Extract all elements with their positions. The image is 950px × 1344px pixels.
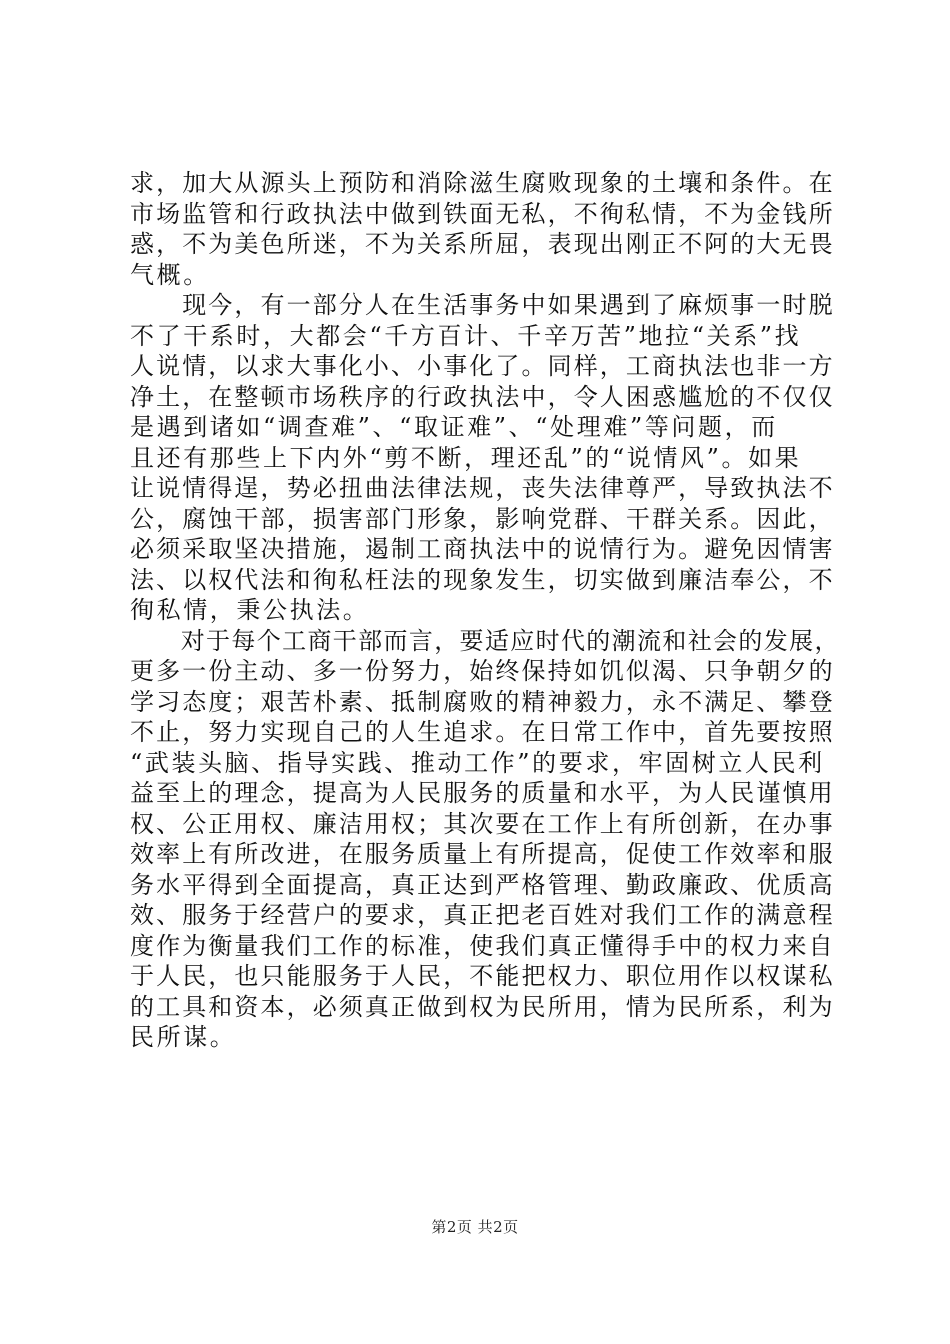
text-line: 度作为衡量我们工作的标准，使我们真正懂得手中的权力来自 xyxy=(130,931,835,960)
text-line: 是遇到诸如“调查难”、“取证难”、“处理难”等问题，而 xyxy=(130,413,778,441)
text-line: 市场监管和行政执法中做到铁面无私，不徇私情，不为金钱所 xyxy=(130,199,835,228)
text-line: 益至上的理念，提高为人民服务的质量和水平，为人民谨慎用 xyxy=(130,779,835,807)
text-line: 让说情得逞，势必扭曲法律法规，丧失法律尊严，导致执法不 xyxy=(130,474,835,502)
text-line: “武装头脑、指导实践、推动工作”的要求，牢固树立人民利 xyxy=(130,748,825,777)
text-line: 徇私情，秉公执法。 xyxy=(130,596,370,624)
text-line: 对于每个工商干部而言，要适应时代的潮流和社会的发展， xyxy=(130,626,840,655)
text-line: 更多一份主动、多一份努力，始终保持如饥似渴、只争朝夕的 xyxy=(130,657,835,685)
text-line: 公，腐蚀干部，损害部门形象，影响党群、干群关系。因此， xyxy=(130,504,835,533)
text-line: 且还有那些上下内外“剪不断，理还乱”的“说情风”。如果 xyxy=(130,443,802,472)
text-line: 人说情，以求大事化小、小事化了。同样，工商执法也非一方 xyxy=(130,352,835,380)
text-line: 法、以权代法和徇私枉法的现象发生，切实做到廉洁奉公，不 xyxy=(130,565,835,594)
text-line: 效率上有所改进，在服务质量上有所提高，促使工作效率和服 xyxy=(130,840,835,868)
text-line: 于人民，也只能服务于人民，不能把权力、职位用作以权谋私 xyxy=(130,962,835,990)
text-line: 效、服务于经营户的要求，真正把老百姓对我们工作的满意程 xyxy=(130,901,835,929)
text-line: 民所谋。 xyxy=(130,1023,237,1051)
text-line: 的工具和资本，必须真正做到权为民所用，情为民所系，利为 xyxy=(130,992,835,1021)
page-footer: 第2页 共2页 xyxy=(431,1218,519,1236)
body-text xyxy=(130,168,840,1053)
text-line: 气概。 xyxy=(130,260,210,289)
text-line: 不止，努力实现自己的人生追求。在日常工作中，首先要按照 xyxy=(130,718,835,746)
text-line: 权、公正用权、廉洁用权；其次要在工作上有所创新，在办事 xyxy=(130,809,835,838)
text-line: 净土，在整顿市场秩序的行政执法中，令人困惑尴尬的不仅仅 xyxy=(130,382,835,411)
text-line: 现今，有一部分人在生活事务中如果遇到了麻烦事一时脱 xyxy=(130,291,835,319)
text-line: 不了干系时，大都会“千方百计、千辛万苦”地拉“关系”找 xyxy=(130,321,802,350)
text-line: 惑，不为美色所迷，不为关系所屈，表现出刚正不阿的大无畏 xyxy=(130,230,835,258)
text-line: 学习态度；艰苦朴素、抵制腐败的精神毅力，永不满足、攀登 xyxy=(130,687,835,716)
text-line: 必须采取坚决措施，遏制工商执法中的说情行为。避免因情害 xyxy=(130,535,835,563)
text-line: 务水平得到全面提高，真正达到严格管理、勤政廉政、优质高 xyxy=(130,870,835,899)
text-line: 求，加大从源头上预防和消除滋生腐败现象的土壤和条件。在 xyxy=(130,169,835,197)
